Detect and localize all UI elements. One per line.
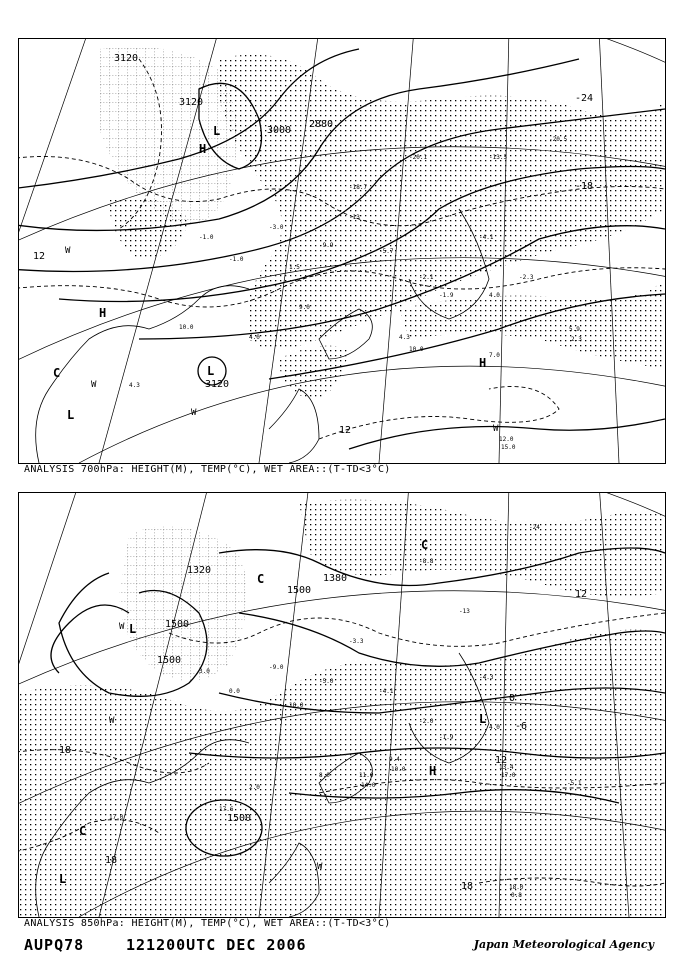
temperature-label: 18	[105, 855, 118, 866]
svg-text:-4.3: -4.3	[479, 674, 494, 681]
svg-text:13.4: 13.4	[499, 764, 514, 771]
warm-mark: W	[65, 246, 71, 256]
height-label: 1320	[187, 565, 212, 576]
temperature-label: 12	[33, 251, 46, 262]
svg-text:0.8: 0.8	[511, 892, 522, 899]
svg-text:-8.8: -8.8	[419, 558, 434, 565]
temperature-label: 18	[461, 881, 474, 892]
height-label: 3000	[267, 125, 292, 136]
svg-text:3.0: 3.0	[199, 668, 210, 675]
svg-text:14.0: 14.0	[361, 782, 376, 789]
warm-mark: W	[119, 622, 125, 632]
agency-name: Japan Meteorological Agency	[473, 938, 654, 951]
warm-mark: W	[317, 862, 323, 872]
high-center: H	[429, 764, 437, 778]
svg-text:15.0: 15.0	[501, 444, 516, 451]
height-label: 3120	[205, 379, 230, 390]
low-center: L	[207, 364, 215, 378]
svg-text:0.0: 0.0	[229, 688, 240, 695]
low-center: L	[213, 124, 221, 138]
svg-text:9.0: 9.0	[299, 304, 310, 311]
height-label: 1500	[157, 655, 182, 666]
high-center: H	[199, 142, 207, 156]
svg-text:4.3: 4.3	[129, 382, 140, 389]
svg-text:17.6: 17.6	[219, 806, 234, 813]
map-700hpa-canvas	[19, 39, 665, 463]
cold-center: C	[79, 824, 87, 838]
svg-text:-5.1: -5.1	[567, 780, 582, 787]
svg-text:12.0: 12.0	[499, 436, 514, 443]
svg-text:-2.0: -2.0	[419, 718, 434, 725]
svg-text:9.4: 9.4	[389, 756, 400, 763]
map-700hpa-caption: ANALYSIS 700hPa: HEIGHT(M), TEMP(°C), WET AREA::(T-TD<3°C)	[24, 464, 391, 475]
svg-text:11.0: 11.0	[359, 772, 374, 779]
valid-time: 121200UTC DEC 2006	[126, 936, 307, 954]
map-850hpa-canvas	[19, 493, 665, 917]
warm-mark: W	[493, 424, 499, 434]
svg-text:4.3: 4.3	[399, 334, 410, 341]
chart-code: AUPQ78	[24, 936, 85, 954]
map-850hpa-caption: ANALYSIS 850hPa: HEIGHT(M), TEMP(°C), WET AREA::(T-TD<3°C)	[24, 918, 391, 929]
svg-text:-20.5: -20.5	[549, 136, 568, 143]
map-700hpa	[18, 38, 666, 464]
temperature-label: 12	[339, 425, 352, 436]
svg-text:1.5: 1.5	[289, 264, 300, 271]
svg-text:-9.0: -9.0	[269, 664, 284, 671]
svg-text:4.0: 4.0	[489, 724, 500, 731]
temperature-label: -18	[575, 181, 594, 192]
svg-text:-4.1: -4.1	[379, 688, 394, 695]
svg-text:18.0: 18.0	[509, 884, 524, 891]
warm-mark: W	[191, 408, 197, 418]
svg-text:10.0: 10.0	[289, 702, 304, 709]
warm-mark: W	[91, 380, 97, 390]
height-label: 1500	[287, 585, 312, 596]
temperature-label: 18	[59, 745, 72, 756]
svg-text:5.9: 5.9	[569, 326, 580, 333]
low-center: L	[67, 408, 75, 422]
svg-text:-18.7: -18.7	[349, 184, 368, 191]
svg-text:-5.7: -5.7	[379, 248, 394, 255]
svg-text:4.0: 4.0	[489, 292, 500, 299]
svg-text:-13: -13	[459, 608, 470, 615]
svg-text:8.0: 8.0	[319, 772, 330, 779]
cold-center: C	[53, 366, 61, 380]
svg-text:-1.0: -1.0	[199, 234, 214, 241]
height-label: 1500	[165, 619, 190, 630]
height-label: 3120	[179, 97, 204, 108]
svg-text:-9.9: -9.9	[319, 242, 334, 249]
svg-text:4.0: 4.0	[249, 334, 260, 341]
svg-text:-3.3: -3.3	[349, 638, 364, 645]
map-850hpa	[18, 492, 666, 918]
low-center: L	[129, 622, 137, 636]
svg-text:10.0: 10.0	[391, 766, 406, 773]
temperature-label: -24	[575, 93, 594, 104]
temperature-label: 0	[509, 693, 516, 704]
low-center: L	[479, 712, 487, 726]
height-label: 1380	[323, 573, 348, 584]
height-label: 2880	[309, 119, 334, 130]
svg-text:7.0: 7.0	[489, 352, 500, 359]
dry-hatch	[119, 526, 247, 681]
temperature-label: 12	[495, 755, 508, 766]
cold-center: C	[257, 572, 265, 586]
svg-text:10.0: 10.0	[409, 346, 424, 353]
svg-text:-13.5: -13.5	[489, 154, 508, 161]
temperature-label: -6	[515, 721, 528, 732]
temperature-label: 12	[575, 589, 588, 600]
warm-mark: W	[109, 716, 115, 726]
svg-text:-1.9: -1.9	[439, 292, 454, 299]
svg-text:-2.3: -2.3	[519, 274, 534, 281]
svg-text:2.3: 2.3	[571, 336, 582, 343]
svg-text:-1.0: -1.0	[229, 256, 244, 263]
svg-text:-1.9: -1.9	[439, 734, 454, 741]
svg-text:-24: -24	[529, 524, 540, 531]
svg-text:-3.0: -3.0	[269, 224, 284, 231]
svg-text:-4.1: -4.1	[479, 234, 494, 241]
height-label: 3120	[114, 53, 139, 64]
high-center: H	[99, 306, 107, 320]
high-center: H	[479, 356, 487, 370]
svg-text:17.0: 17.0	[109, 814, 124, 821]
svg-text:-2.1: -2.1	[419, 274, 434, 281]
svg-text:-20.1: -20.1	[409, 154, 428, 161]
cold-center: C	[421, 538, 429, 552]
svg-text:-5.0: -5.0	[319, 678, 334, 685]
svg-text:17.0: 17.0	[501, 772, 516, 779]
svg-text:-13: -13	[349, 214, 360, 221]
svg-text:10.0: 10.0	[179, 324, 194, 331]
low-center: L	[59, 872, 67, 886]
svg-text:2.0: 2.0	[249, 784, 260, 791]
height-label: 1500	[227, 813, 252, 824]
